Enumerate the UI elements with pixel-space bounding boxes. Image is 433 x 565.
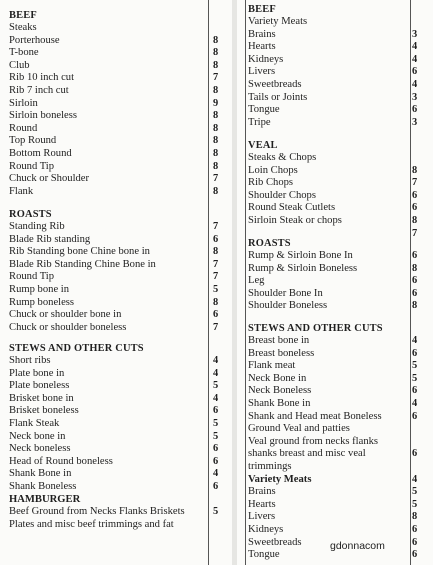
- cut-label: Blade Rib Standing Chine Bone in: [9, 258, 156, 270]
- cut-value: 4: [412, 397, 418, 409]
- cut-label: Shoulder Bone In: [248, 287, 323, 299]
- meat-cut-row: [0, 468, 238, 481]
- cut-value: 5: [213, 430, 219, 442]
- cut-value: 6: [412, 347, 418, 359]
- cut-label: trimmings: [248, 460, 292, 472]
- cut-value: 3: [412, 116, 418, 128]
- cut-label: Breast bone in: [248, 335, 310, 346]
- cut-value: 4: [213, 468, 219, 480]
- left-stews-section: [0, 342, 238, 531]
- cut-value: 5: [412, 360, 418, 372]
- meat-cut-row: [0, 186, 238, 199]
- cut-value: 7: [213, 72, 219, 84]
- meat-cut-row: [0, 173, 238, 186]
- cut-label: Rump & Sirloin Bone In: [248, 250, 353, 261]
- cut-label: Brisket bone in: [9, 392, 74, 404]
- cut-label: Leg: [248, 275, 265, 287]
- meat-cut-row: [0, 110, 238, 123]
- meat-cut-row: [238, 177, 433, 190]
- cut-label: Top Round: [9, 135, 57, 147]
- cut-value: 8: [213, 185, 219, 197]
- cut-label: Neck boneless: [9, 443, 71, 455]
- cut-label: T-bone: [9, 47, 39, 59]
- cut-value: 6: [213, 233, 219, 245]
- meat-cut-row: [0, 368, 238, 381]
- meat-cut-row: [0, 98, 238, 111]
- cut-value: 8: [412, 300, 418, 312]
- cut-value: 8: [213, 47, 219, 59]
- cut-label: HAMBURGER: [9, 493, 81, 505]
- cut-label: Rib Standing bone Chine bone in: [9, 246, 150, 258]
- cut-value: 6: [412, 448, 418, 460]
- cut-label: Plate boneless: [9, 380, 70, 392]
- cut-label: Shank Boneless: [9, 480, 77, 492]
- cut-value: 8: [213, 246, 219, 258]
- meat-cut-row: [0, 72, 238, 85]
- cut-label: Variety Meats: [248, 473, 312, 485]
- cut-label: Club: [9, 59, 30, 71]
- meat-cut-row: [0, 393, 238, 406]
- section-heading: ROASTS: [9, 209, 52, 220]
- section-heading: BEEF: [248, 4, 276, 15]
- meat-cut-row: [238, 79, 433, 92]
- cut-label: Ground Veal and patties: [248, 423, 350, 435]
- meat-cut-row: [238, 348, 433, 361]
- cut-label: Rib Chops: [248, 177, 294, 189]
- meat-cut-row: [0, 246, 238, 259]
- cut-value: 8: [213, 110, 219, 122]
- meat-cut-row: [238, 486, 433, 499]
- cut-label: Blade Rib standing: [9, 233, 91, 245]
- cut-label: Tails or Joints: [248, 91, 308, 103]
- meat-cut-row: [0, 297, 238, 310]
- meat-cut-row: [238, 474, 433, 487]
- cut-value: 8: [213, 84, 219, 96]
- cut-label: Neck Bone in: [248, 372, 307, 384]
- meat-cut-row: [238, 524, 433, 537]
- meat-cut-row: [0, 47, 238, 60]
- cut-value: 8: [213, 296, 219, 308]
- cut-value: 8: [213, 122, 219, 134]
- cut-label: Rump bone in: [9, 283, 70, 295]
- meat-cut-row: [0, 123, 238, 136]
- meat-cut-row: [238, 499, 433, 512]
- right-stews-section: [238, 322, 433, 562]
- cut-value: 6: [213, 480, 219, 492]
- meat-cut-row: [238, 373, 433, 386]
- cut-value: 4: [412, 41, 418, 53]
- cut-label: Hearts: [248, 498, 276, 510]
- cut-label: Tongue: [248, 104, 280, 116]
- meat-cut-row: [0, 380, 238, 393]
- meat-cut-row: [238, 117, 433, 130]
- meat-cut-row: [238, 41, 433, 54]
- cut-value: 8: [213, 160, 219, 172]
- cut-value: 8: [412, 214, 418, 226]
- cut-value: 4: [412, 53, 418, 65]
- meat-cut-row: [0, 221, 238, 234]
- cut-value: 6: [412, 275, 418, 287]
- meat-cut-row: [238, 66, 433, 79]
- meat-cut-row: [238, 92, 433, 105]
- meat-cut-row: [238, 215, 433, 228]
- meat-cut-row: [238, 288, 433, 301]
- cut-value: 4: [412, 473, 418, 485]
- cut-value: 4: [213, 367, 219, 379]
- cut-label: Neck Boneless: [248, 385, 312, 397]
- cut-label: Brisket boneless: [9, 405, 79, 417]
- left-beef-section: [0, 9, 238, 198]
- cut-label: Brains: [248, 28, 276, 40]
- cut-value: 7: [213, 258, 219, 270]
- cut-label: Sweetbreads: [248, 78, 302, 90]
- meat-cut-row: [0, 309, 238, 322]
- meat-cut-row: [0, 418, 238, 431]
- cut-label: shanks breast and misc veal: [248, 448, 366, 460]
- meat-cut-row: [0, 135, 238, 148]
- meat-cut-row: [0, 506, 238, 519]
- cut-value: 7: [213, 173, 219, 185]
- meat-cut-row: [0, 148, 238, 161]
- cut-label: Standing Rib: [9, 221, 65, 232]
- meat-cut-row: [0, 405, 238, 418]
- meat-cut-row: [238, 461, 433, 474]
- cut-value: 3: [412, 91, 418, 103]
- meat-cut-row: [238, 190, 433, 203]
- section-heading: ROASTS: [248, 238, 291, 249]
- meat-cut-row: [238, 152, 433, 165]
- cut-label: Sirloin: [9, 97, 38, 109]
- cut-label: Plates and misc beef trimmings and fat: [9, 518, 174, 530]
- meat-cut-row: [0, 271, 238, 284]
- cut-label: Short ribs: [9, 355, 51, 366]
- cut-label: Rump boneless: [9, 296, 75, 308]
- cut-label: Bottom Round: [9, 147, 72, 159]
- cut-value: 8: [412, 262, 418, 274]
- cut-label: Steaks: [9, 22, 37, 33]
- cut-value: 4: [412, 335, 418, 346]
- cut-label: Plate bone in: [9, 367, 65, 379]
- cut-label: Round: [9, 122, 38, 134]
- meat-cut-row: [238, 436, 433, 449]
- cut-label: Chuck or shoulder bone in: [9, 309, 122, 321]
- cut-value: 5: [412, 486, 418, 498]
- meat-cut-row: [238, 448, 433, 461]
- cut-value: 4: [213, 392, 219, 404]
- cut-value: 8: [213, 135, 219, 147]
- cut-value: 7: [412, 177, 418, 189]
- cut-label: Kidneys: [248, 523, 284, 535]
- cut-label: Round Tip: [9, 160, 55, 172]
- section-heading: STEWS AND OTHER CUTS: [248, 323, 383, 334]
- meat-cut-row: [238, 423, 433, 436]
- cut-label: Rib 10 inch cut: [9, 72, 75, 84]
- meat-cut-row: [0, 35, 238, 48]
- cut-label: Sirloin boneless: [9, 110, 77, 122]
- cut-label: Neck bone in: [9, 430, 66, 442]
- right-roasts-section: [238, 237, 433, 313]
- cut-value: 4: [412, 78, 418, 90]
- meat-cut-row: [0, 456, 238, 469]
- cut-value: 8: [213, 34, 219, 46]
- cut-value: 6: [213, 443, 219, 455]
- meat-cut-row: [238, 385, 433, 398]
- cut-label: Tripe: [248, 116, 271, 128]
- cut-value: 6: [412, 385, 418, 397]
- meat-cut-row: [0, 494, 238, 507]
- cut-value: 5: [213, 283, 219, 295]
- meat-cut-row: [0, 259, 238, 272]
- meat-cut-row: [238, 165, 433, 178]
- cut-value: 8: [213, 59, 219, 71]
- cut-label: Flank: [9, 185, 34, 197]
- cut-value: 6: [412, 410, 418, 422]
- cut-value: 6: [412, 523, 418, 535]
- meat-cut-row: [238, 263, 433, 276]
- cut-label: Brains: [248, 486, 276, 498]
- cut-label: Rib 7 inch cut: [9, 84, 69, 96]
- cut-value: 6: [213, 309, 219, 321]
- cut-value: 7: [213, 271, 219, 283]
- cut-label: Beef Ground from Necks Flanks Briskets: [9, 506, 185, 518]
- cut-value: 9: [213, 97, 219, 109]
- meat-cut-row: [0, 431, 238, 444]
- cut-value: 5: [412, 498, 418, 510]
- cut-label: Tongue: [248, 549, 280, 561]
- cut-label: Round Steak Cutlets: [248, 202, 336, 214]
- left-roasts-section: [0, 208, 238, 334]
- meat-cut-row: [0, 284, 238, 297]
- meat-cut-row: [0, 355, 238, 368]
- cut-value: 5: [412, 372, 418, 384]
- cut-label: Hearts: [248, 41, 276, 53]
- cut-label: Livers: [248, 511, 276, 523]
- meat-cut-row: [238, 335, 433, 348]
- meat-cut-row: [238, 250, 433, 263]
- meat-cut-row: [238, 300, 433, 313]
- cut-value: 8: [213, 147, 219, 159]
- meat-cut-row: [238, 104, 433, 117]
- cut-label: Shank Bone in: [9, 468, 72, 480]
- cut-label: Round Tip: [9, 271, 55, 283]
- cut-label: Flank Steak: [9, 417, 60, 429]
- cut-value: 7: [412, 227, 418, 239]
- cut-label: Flank meat: [248, 360, 296, 372]
- meat-cut-row: [238, 398, 433, 411]
- cut-label: Shank and Head meat Boneless: [248, 410, 382, 422]
- meat-cut-row: [0, 60, 238, 73]
- section-heading: BEEF: [9, 10, 37, 21]
- cut-label: Chuck or Shoulder: [9, 173, 90, 185]
- meat-cut-row: [238, 202, 433, 215]
- right-beef-section: [238, 3, 433, 129]
- cut-label: Loin Chops: [248, 164, 298, 176]
- section-heading: STEWS AND OTHER CUTS: [9, 343, 144, 354]
- cut-label: Shank Bone in: [248, 397, 311, 409]
- cut-value: 5: [213, 380, 219, 392]
- meat-cut-row: [0, 481, 238, 494]
- cut-label: Shoulder Boneless: [248, 300, 328, 312]
- cut-label: Breast boneless: [248, 347, 315, 359]
- meat-cut-row: [0, 234, 238, 247]
- right-veal-section: [238, 139, 433, 240]
- cut-value: 4: [213, 355, 219, 366]
- cut-value: 5: [213, 417, 219, 429]
- cut-label: Livers: [248, 66, 276, 78]
- cut-value: 6: [412, 287, 418, 299]
- cut-value: 6: [412, 189, 418, 201]
- cut-label: Veal ground from necks flanks: [248, 435, 379, 447]
- cut-value: 7: [213, 321, 219, 333]
- meat-cut-row: [0, 519, 238, 532]
- cut-value: 8: [412, 164, 418, 176]
- meat-cut-row: [238, 411, 433, 424]
- cut-label: Chuck or shoulder boneless: [9, 321, 127, 333]
- cut-value: 5: [213, 506, 219, 518]
- cut-label: Sweetbreads: [248, 536, 302, 548]
- section-heading: VEAL: [248, 140, 278, 151]
- meat-cut-row: [0, 85, 238, 98]
- cut-value: 8: [412, 511, 418, 523]
- cut-value: 6: [412, 250, 418, 261]
- cut-value: 6: [412, 536, 418, 548]
- cut-label: Kidneys: [248, 53, 284, 65]
- cut-value: 6: [412, 549, 418, 561]
- cut-label: Shoulder Chops: [248, 189, 316, 201]
- cut-label: Porterhouse: [9, 34, 60, 46]
- meat-cut-row: [238, 54, 433, 67]
- cut-value: 6: [213, 455, 219, 467]
- cut-label: Sirloin Steak or chops: [248, 214, 342, 226]
- meat-cut-row: [0, 22, 238, 35]
- meat-cut-row: [0, 322, 238, 335]
- meat-cut-row: [0, 443, 238, 456]
- meat-cut-row: [238, 29, 433, 42]
- cut-value: 3: [412, 28, 418, 40]
- cut-value: 6: [213, 405, 219, 417]
- meat-cut-row: [238, 511, 433, 524]
- cut-label: Head of Round boneless: [9, 455, 113, 467]
- cut-value: 6: [412, 66, 418, 78]
- meat-cut-row: [238, 275, 433, 288]
- cut-value: 6: [412, 202, 418, 214]
- watermark: gdonnacom: [330, 540, 385, 552]
- cut-value: 6: [412, 104, 418, 116]
- meat-cut-row: [238, 360, 433, 373]
- cut-value: 7: [213, 221, 219, 232]
- meat-cut-row: [238, 16, 433, 29]
- cut-label: Rump & Sirloin Boneless: [248, 262, 358, 274]
- meat-cut-row: [0, 161, 238, 174]
- cut-label: Steaks & Chops: [248, 152, 317, 163]
- cut-label: Variety Meats: [248, 16, 308, 27]
